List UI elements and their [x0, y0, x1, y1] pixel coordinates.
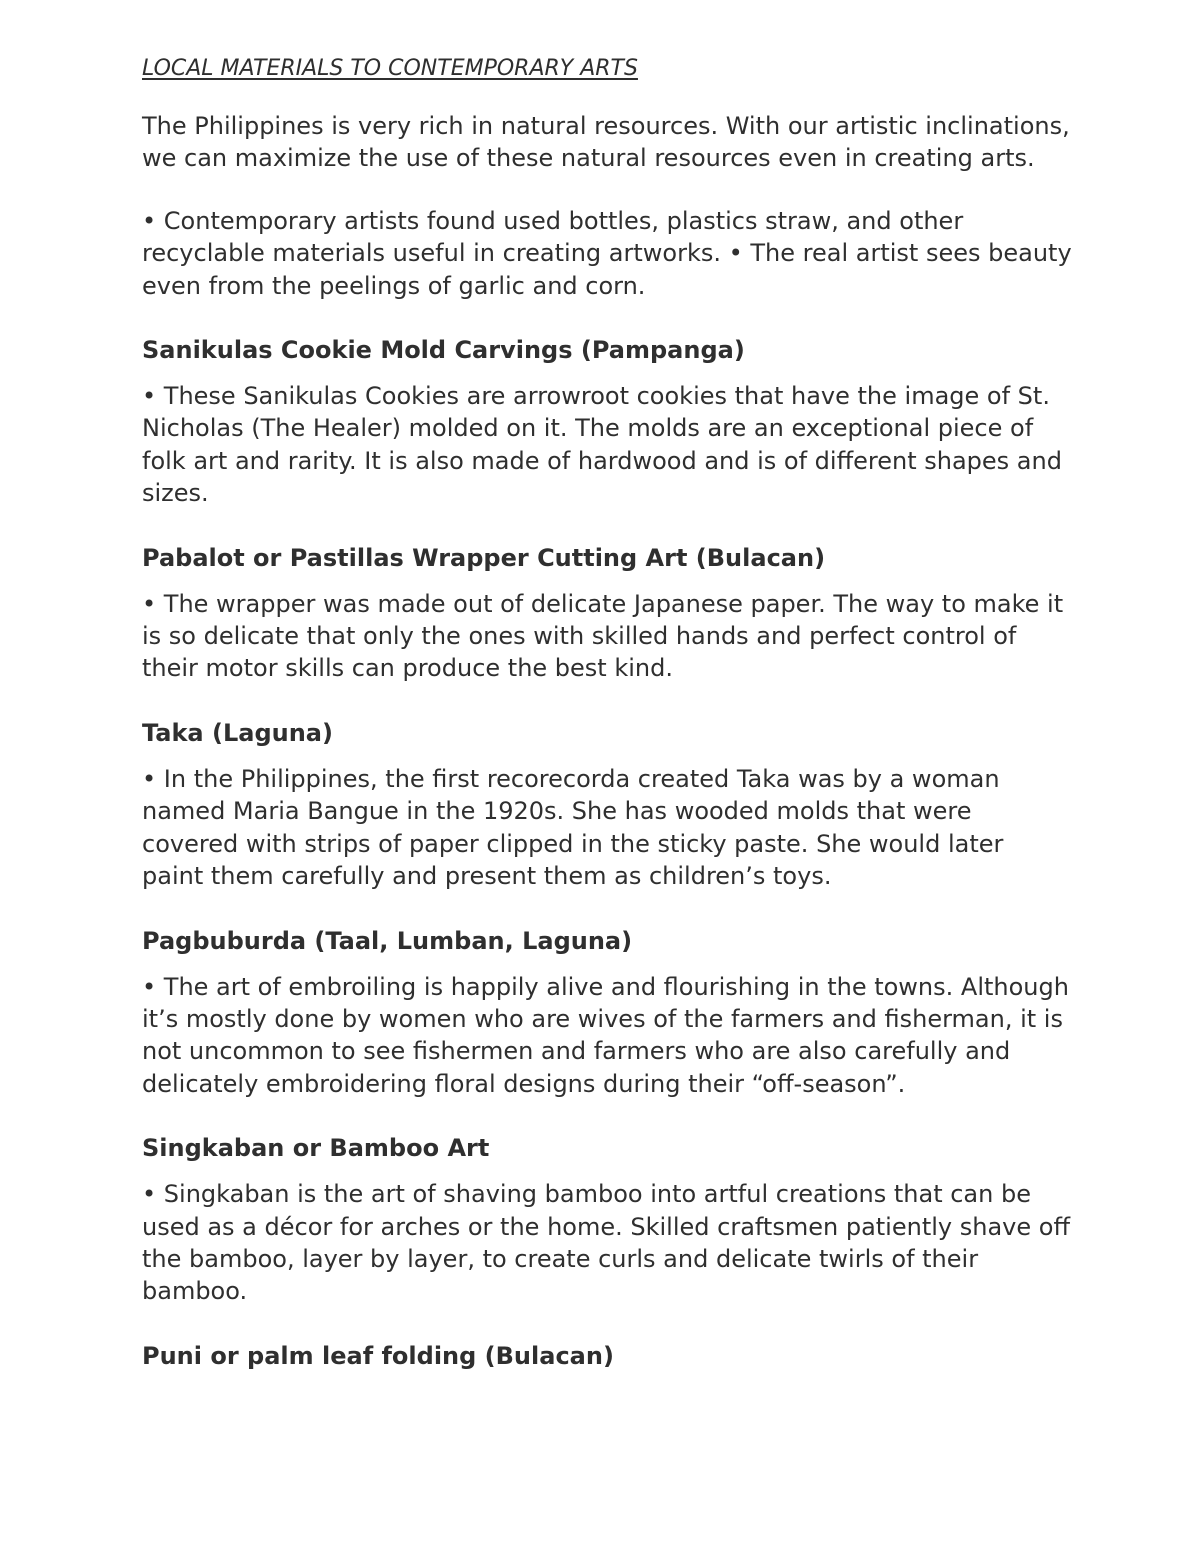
document-page: [142, 52, 1072, 1386]
section-body-pabalot: • The wrapper was made out of delicate Japanese paper. The way to make it is so delicate that only the ones with skilled hands and perfect control of their motor skills can produce the best kind.: [142, 589, 1064, 683]
section-body-pagbuburda: • The art of embroiling is happily alive and flourishing in the towns. Although it’s mostly done by women who are wives of the farmers and fisherman, it is not uncommon to see fishermen and farmers who are also carefully and delicately embroidering floral designs during their “off-season”.: [142, 972, 1069, 1098]
intro-paragraph: The Philippines is very rich in natural resources. With our artistic inclinations, we can maximize the use of these natural resources even in creating arts.: [142, 112, 1070, 173]
section-body-sanikulas: • These Sanikulas Cookies are arrowroot cookies that have the image of St. Nicholas (The Healer) molded on it. The molds are an exceptional piece of folk art and rarity. It is also made of hardwood and is of different shapes and sizes.: [142, 382, 1062, 508]
section-heading-pagbuburda: Pagbuburda (Taal, Lumban, Laguna): [142, 926, 633, 955]
section-heading-pabalot: Pabalot or Pastillas Wrapper Cutting Art (Bulacan): [142, 543, 826, 572]
section-heading-taka: Taka (Laguna): [142, 718, 333, 747]
section-body-taka: • In the Philippines, the first recorecorda created Taka was by a woman named Maria Bangue in the 1920s. She has wooded molds that were covered with strips of paper clipped in the sticky paste. She would later paint them carefully and present them as children’s toys.: [142, 764, 1004, 891]
document-title: LOCAL MATERIALS TO CONTEMPORARY ARTS: [142, 56, 638, 81]
section-heading-puni: Puni or palm leaf folding (Bulacan): [142, 1341, 614, 1370]
section-heading-singkaban: Singkaban or Bamboo Art: [142, 1134, 490, 1163]
section-heading-sanikulas: Sanikulas Cookie Mold Carvings (Pampanga): [142, 336, 745, 365]
section-body-singkaban: • Singkaban is the art of shaving bamboo into artful creations that can be used as a décor for arches or the home. Skilled craftsmen patiently shave off the bamboo, layer by layer, to create curls and delicate twirls of their bamboo.: [142, 1180, 1070, 1306]
intro-bullets-paragraph: • Contemporary artists found used bottles, plastics straw, and other recyclable materials useful in creating artworks. • The real artist sees beauty even from the peelings of garlic and corn.: [142, 206, 1072, 300]
